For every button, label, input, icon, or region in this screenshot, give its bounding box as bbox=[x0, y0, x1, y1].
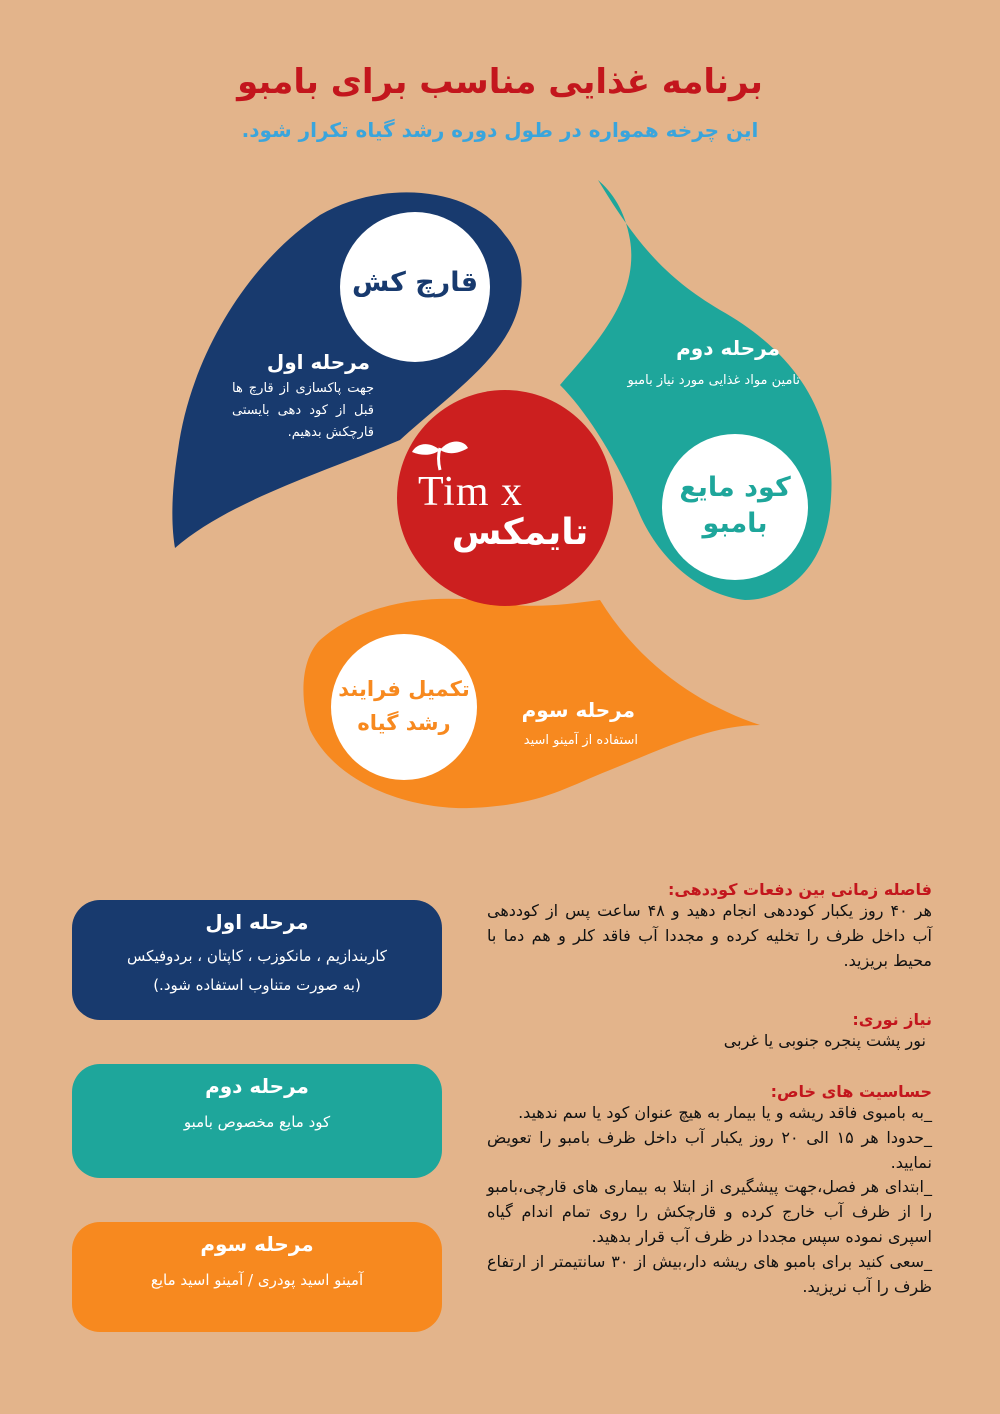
logo-persian: تایمکس bbox=[451, 512, 589, 553]
box-stage1-line1: کاربندازیم ، مانکوزب ، کاپتان ، بردوفیکس bbox=[127, 947, 387, 965]
page-title: برنامه غذایی مناسب برای بامبو bbox=[237, 62, 763, 102]
stage2-desc: تامین مواد غذایی مورد نیاز بامبو bbox=[627, 373, 800, 388]
info-sensitivity-heading: حساسیت های خاص: bbox=[770, 1082, 932, 1101]
info-light-heading: نیاز نوری: bbox=[852, 1010, 932, 1029]
box-stage2 bbox=[72, 1064, 442, 1178]
logo-latin: Tim x bbox=[418, 469, 524, 515]
stage2-circle-line1: کود مایع bbox=[679, 472, 791, 503]
info-interval bbox=[487, 880, 932, 973]
box-stage2-line1: کود مایع مخصوص بامبو bbox=[183, 1113, 331, 1131]
stage3-heading: مرحله سوم bbox=[521, 698, 635, 722]
info-sensitivity bbox=[487, 1082, 932, 1299]
box-stage2-heading: مرحله دوم bbox=[205, 1074, 309, 1098]
stage3-desc: استفاده از آمینو اسید bbox=[523, 733, 638, 748]
box-stage3-line1: آمینو اسید پودری / آمینو اسید مایع bbox=[150, 1271, 364, 1289]
box-stage1-line2: (به صورت متناوب استفاده شود.) bbox=[153, 975, 361, 994]
sensitivity-item-4: _سعی کنید برای بامبو های ریشه دار،بیش از ۳۰ سانتیمتر از ارتفاع ظرف را آب نریزید. bbox=[487, 1251, 932, 1296]
info-interval-text: هر ۴۰ روز یکبار کوددهی انجام دهید و ۴۸ ساعت پس از کوددهی آب داخل ظرف را تخلیه کرده و مجددا آب فاقد کلر و هم دما با محیط بریزید. bbox=[487, 901, 932, 970]
stage3-circle-text bbox=[331, 675, 477, 738]
box-stage3 bbox=[72, 1222, 442, 1332]
stage2-circle-line2: بامبو bbox=[702, 508, 768, 540]
sensitivity-item-3: _ابتدای هر فصل،جهت پیشگیری از ابتلا به بیماری های قارچی،بامبو را از ظرف آب خارج کرده و قارچکش را روی تمام اندام گیاه اسپری نموده سپس مجددا در ظرف آب قرار بدهید. bbox=[487, 1177, 932, 1246]
stage3-circle-line2: رشد گیاه bbox=[357, 711, 451, 736]
info-interval-heading: فاصله زمانی بین دفعات کوددهی: bbox=[668, 880, 932, 899]
info-light-text: نور پشت پنجره جنوبی یا غربی bbox=[723, 1031, 926, 1050]
box-stage1 bbox=[72, 900, 442, 1020]
stage2-circle-text bbox=[662, 470, 808, 543]
stage1-heading: مرحله اول bbox=[266, 350, 370, 374]
stage1-desc: جهت پاکسازی از قارچ ها قبل از کود دهی بایستی قارچکش بدهیم. bbox=[232, 381, 374, 441]
page-subtitle: این چرخه همواره در طول دوره رشد گیاه تکرار شود. bbox=[241, 118, 759, 142]
stage1-circle-text: قارچ کش bbox=[351, 267, 479, 298]
sensitivity-item-2: _حدودا هر ۱۵ الی ۲۰ روز یکبار آب داخل ظرف بامبو را تعویض نمایید. bbox=[487, 1127, 933, 1172]
box-stage1-heading: مرحله اول bbox=[205, 910, 309, 934]
info-light bbox=[487, 1010, 932, 1054]
sensitivity-item-1: _به بامبوی فاقد ریشه و یا بیمار به هیچ عنوان کود یا سم ندهید. bbox=[518, 1103, 932, 1122]
box-stage3-heading: مرحله سوم bbox=[200, 1232, 314, 1256]
stage3-circle-line1: تکمیل فرایند bbox=[338, 677, 470, 701]
stage2-heading: مرحله دوم bbox=[676, 336, 780, 360]
